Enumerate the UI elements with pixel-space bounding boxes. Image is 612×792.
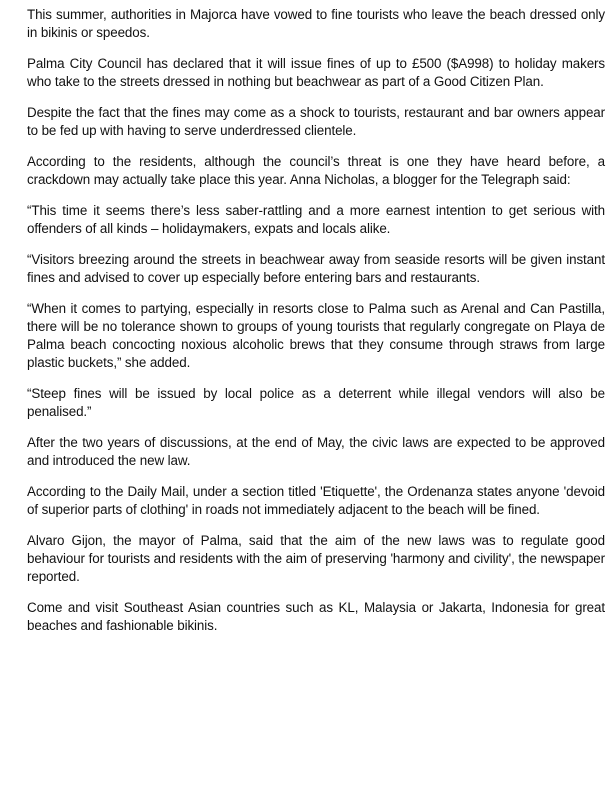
paragraph-9: After the two years of discussions, at the end of May, the civic laws are expected to be approved and introduced the new law.	[27, 435, 605, 468]
paragraph-3: Despite the fact that the fines may come as a shock to tourists, restaurant and bar owners appear to be fed up with having to serve underdressed clientele.	[27, 105, 605, 138]
article-body	[27, 6, 605, 648]
paragraph-2: Palma City Council has declared that it will issue fines of up to £500 ($A998) to holiday makers who take to the streets dressed in nothing but beachwear as part of a Good Citizen Plan.	[27, 56, 605, 89]
paragraph-6-quote: “Visitors breezing around the streets in beachwear away from seaside resorts will be given instant fines and advised to cover up especially before entering bars and restaurants.	[27, 252, 605, 285]
paragraph-12: Come and visit Southeast Asian countries such as KL, Malaysia or Jakarta, Indonesia for great beaches and fashionable bikinis.	[27, 600, 605, 633]
paragraph-1: This summer, authorities in Majorca have vowed to fine tourists who leave the beach dressed only in bikinis or speedos.	[27, 7, 605, 40]
paragraph-10: According to the Daily Mail, under a section titled 'Etiquette', the Ordenanza states anyone 'devoid of superior parts of clothing' in roads not immediately adjacent to the beach will be fined.	[27, 484, 605, 517]
paragraph-11: Alvaro Gijon, the mayor of Palma, said that the aim of the new laws was to regulate good behaviour for tourists and residents with the aim of preserving 'harmony and civility', the newspaper reported.	[27, 533, 605, 584]
paragraph-7-quote: “When it comes to partying, especially in resorts close to Palma such as Arenal and Can Pastilla, there will be no tolerance shown to groups of young tourists that regularly congregate on Playa de Palma beach concocting noxious alcoholic brews that they consume through straws from large plastic buckets,” she added.	[27, 301, 605, 370]
paragraph-5-quote: “This time it seems there’s less saber-rattling and a more earnest intention to get serious with offenders of all kinds – holidaymakers, expats and locals alike.	[27, 203, 605, 236]
paragraph-8-quote: “Steep fines will be issued by local police as a deterrent while illegal vendors will also be penalised.”	[27, 386, 605, 419]
paragraph-4: According to the residents, although the council’s threat is one they have heard before, a crackdown may actually take place this year. Anna Nicholas, a blogger for the Telegraph said:	[27, 154, 605, 187]
